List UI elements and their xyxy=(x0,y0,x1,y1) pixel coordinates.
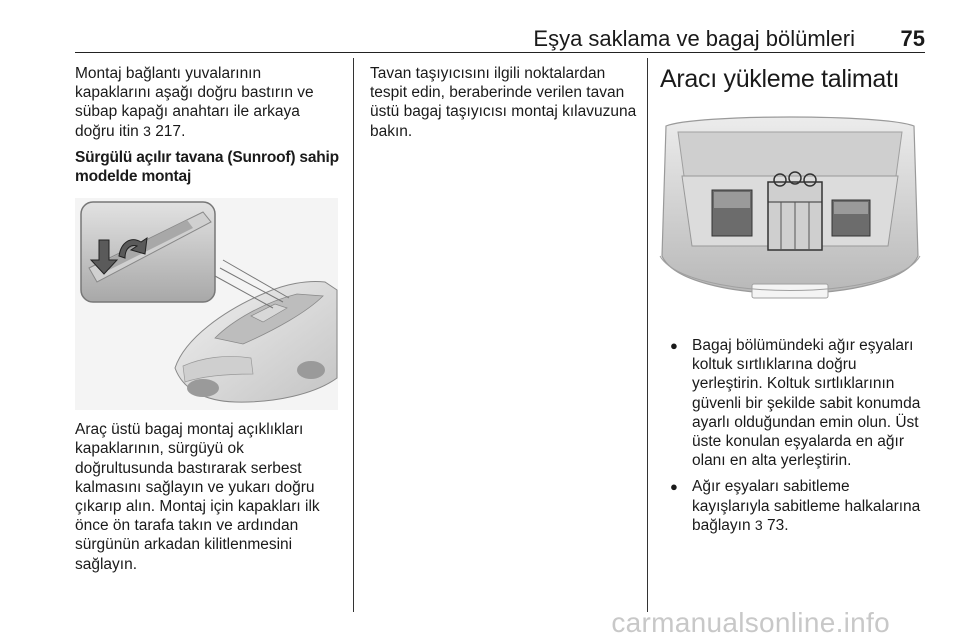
column-divider xyxy=(353,58,354,612)
column-left xyxy=(75,64,340,574)
paragraph: Tavan taşıyıcısını ilgili noktalardan tespit edin, beraberinde verilen tavan üstü bagaj taşıyıcısı montaj kılavuzuna bakın. xyxy=(370,65,637,140)
loading-instructions-list xyxy=(660,336,930,535)
bullet-icon: ● xyxy=(670,479,678,495)
page-reference-link[interactable]: 73 xyxy=(767,516,785,534)
header-title: Eşya saklama ve bagaj bölümleri xyxy=(533,26,855,51)
page-reference-link[interactable]: 217 xyxy=(155,122,182,140)
paragraph: Araç üstü bagaj montaj açıklıkları kapaklarının, sürgüyü ok doğrultusunda bastırarak serbest kalmasını sağlayın ve yukarı doğru çıkarıp alın. Montaj için kapakları ilk önce ön tarafa takın ve ardından sürgünün arkadan kilitlenmesini sağlayın. xyxy=(75,421,320,573)
page-number: 75 xyxy=(900,26,925,51)
section-title: Aracı yükleme talimatı xyxy=(660,65,900,93)
list-item: ● Bagaj bölümündeki ağır eşyaları koltuk sırtlıklarına doğru yerleştirin. Koltuk sırtlıklarının güvenli bir şekilde sabit konumda ayarlı olduğundan emin olun. Üst üste konulan eşyalarda en ağır olanı en alta yerleştirin. xyxy=(670,337,921,470)
bullet-icon: ● xyxy=(670,338,678,353)
watermark-text: carmanualsonline.info xyxy=(611,607,890,638)
list-item: ● Ağır eşyaları sabitleme kayışlarıyla sabitleme halkalarına bağlayın 3 73. xyxy=(670,478,921,534)
column-right xyxy=(660,64,930,542)
sunroof-roof-rack-cover-illustration xyxy=(75,198,338,410)
luggage-compartment-loading-illustration xyxy=(656,106,924,316)
column-middle xyxy=(370,64,638,141)
section-subheading: Sürgülü açılır tavana (Sunroof) sahip modelde montaj xyxy=(75,148,339,186)
column-divider xyxy=(647,58,648,612)
cross-reference-arrow-icon: 3 xyxy=(143,122,151,139)
paragraph: Montaj bağlantı yuvalarının kapaklarını aşağı doğru bastırın ve sübap kapağı anahtarı ile arkaya doğru itin 3 217. xyxy=(75,65,314,140)
page-header xyxy=(75,26,925,53)
cross-reference-arrow-icon: 3 xyxy=(754,516,763,533)
